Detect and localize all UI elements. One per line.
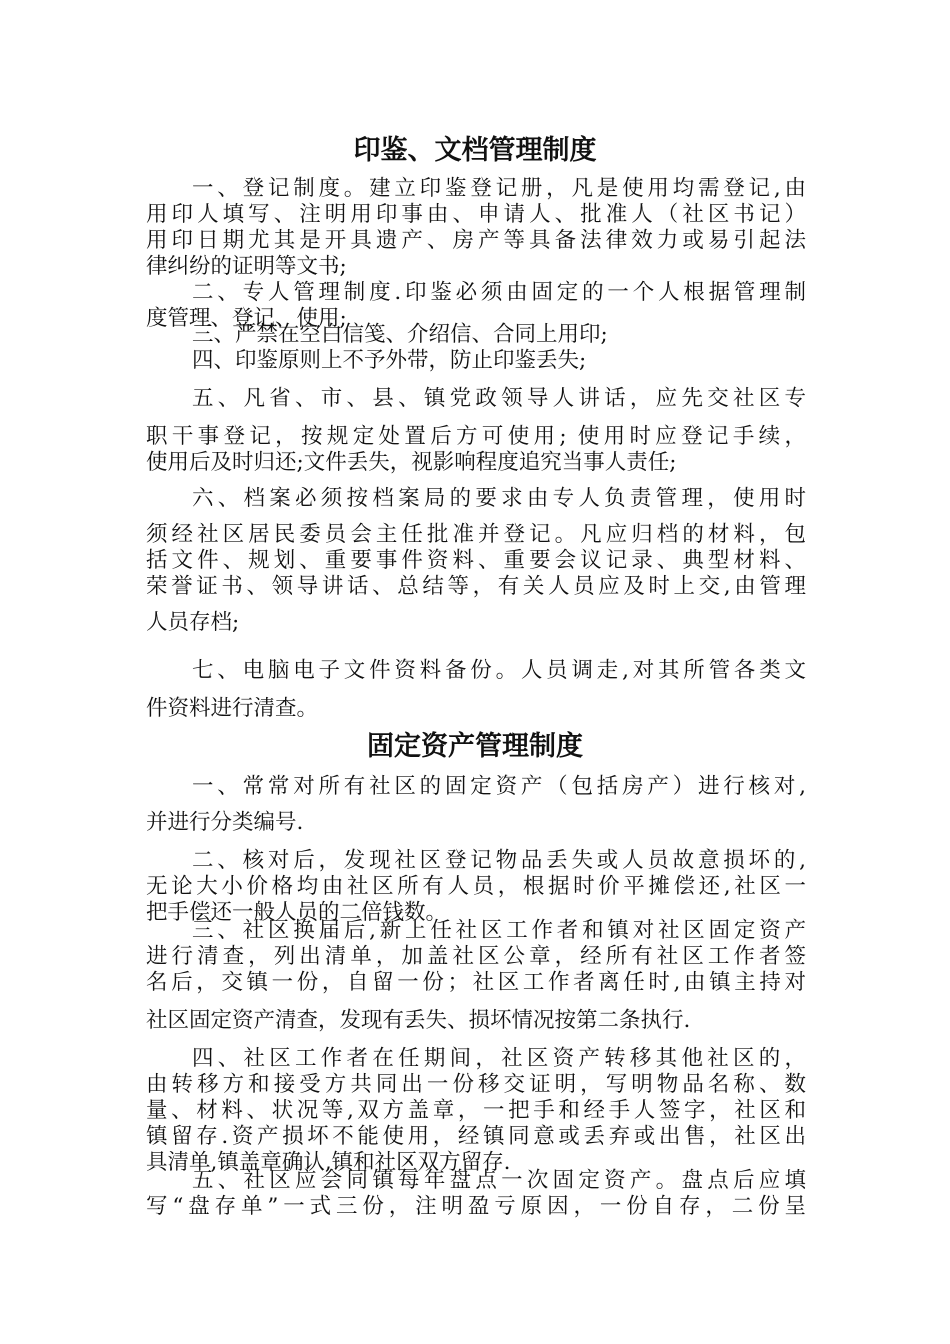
section1-title: 印鉴、文档管理制度 <box>353 135 597 166</box>
section2-line: 把手偿还一般人员的二倍钱数。 <box>146 900 448 925</box>
section1-line: 七、电脑电子文件资料备份。人员调走,对其所管各类文 <box>192 658 806 683</box>
section1-line: 用印人填写、注明用印事由、申请人、批准人（社区书记） <box>146 202 806 227</box>
section1-line: 荣誉证书、领导讲话、总结等，有关人员应及时上交,由管理 <box>146 574 806 599</box>
section2-line: 无论大小价格均由社区所有人员，根据时价平摊偿还,社区一 <box>146 874 806 899</box>
section1-line: 使用后及时归还;文件丢失，视影响程度追究当事人责任; <box>146 450 677 475</box>
section1-line: 括文件、规划、重要事件资料、重要会议记录、典型材料、 <box>146 548 806 573</box>
section1-line: 二、专人管理制度.印鉴必须由固定的一个人根据管理制 <box>192 280 806 305</box>
section2-line: 二、核对后，发现社区登记物品丢失或人员故意损坏的, <box>192 848 806 873</box>
section2-line: 量、材料、状况等,双方盖章，一把手和经手人签字，社区和 <box>146 1098 806 1123</box>
section2-title: 固定资产管理制度 <box>367 731 583 762</box>
section2-line: 一、常常对所有社区的固定资产（包括房产）进行核对, <box>192 774 806 799</box>
section1-line: 件资料进行清查。 <box>146 696 319 721</box>
section2-line: 社区固定资产清查，发现有丢失、损坏情况按第二条执行. <box>146 1008 691 1033</box>
section1-line: 用印日期尤其是开具遗产、房产等具备法律效力或易引起法 <box>146 228 806 253</box>
section2-line: 写“盘存单”一式三份，注明盈亏原因，一份自存，二份呈 <box>146 1194 806 1219</box>
section2-line: 具清单,镇盖章确认,镇和社区双方留存. <box>146 1150 511 1175</box>
section2-line: 进行清查，列出清单，加盖社区公章，经所有社区工作者签 <box>146 944 806 969</box>
section2-line: 四、社区工作者在任期间，社区资产转移其他社区的， <box>192 1046 806 1071</box>
section1-line: 人员存档; <box>146 610 240 635</box>
section1-line: 职干事登记，按规定处置后方可使用; 使用时应登记手续， <box>146 424 806 449</box>
section1-line: 三、严禁在空白信笺、介绍信、合同上用印; <box>192 322 608 347</box>
section2-line: 五、社区应会同镇每年盘点一次固定资产。盘点后应填 <box>192 1168 806 1193</box>
section1-line: 五、凡省、市、县、镇党政领导人讲话，应先交社区专 <box>192 386 806 411</box>
section1-line: 律纠纷的证明等文书; <box>146 254 347 279</box>
section2-line: 三、社区换届后,新上任社区工作者和镇对社区固定资产 <box>192 918 806 943</box>
section2-line: 并进行分类编号. <box>146 810 304 835</box>
section2-line: 名后，交镇一份，自留一份；社区工作者离任时,由镇主持对 <box>146 970 806 995</box>
section1-line: 一、登记制度。建立印鉴登记册，凡是使用均需登记,由 <box>192 176 806 201</box>
section2-line: 镇留存.资产损坏不能使用，经镇同意或丢弃或出售，社区出 <box>146 1124 806 1149</box>
section1-line: 四、印鉴原则上不予外带，防止印鉴丢失; <box>192 348 587 373</box>
section1-line: 须经社区居民委员会主任批准并登记。凡应归档的材料，包 <box>146 522 806 547</box>
section1-line: 度管理、登记、使用; <box>146 306 347 331</box>
section2-line: 由转移方和接受方共同出一份移交证明，写明物品名称、数 <box>146 1072 806 1097</box>
section1-line: 六、档案必须按档案局的要求由专人负责管理，使用时 <box>192 486 806 511</box>
